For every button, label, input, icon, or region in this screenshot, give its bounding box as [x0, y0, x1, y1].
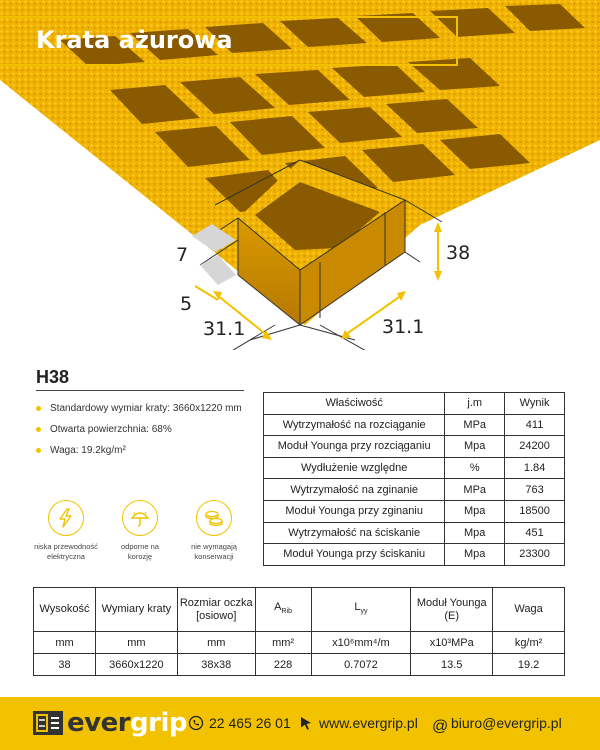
- table-row: Wytrzymałość na rozciąganie MPa 411: [264, 414, 565, 436]
- page-title: Krata ażurowa: [36, 26, 233, 54]
- spec-item: Otwarta powierzchnia: 68%: [36, 423, 266, 444]
- footer: [0, 697, 600, 750]
- hero-image: [0, 0, 600, 350]
- model-name: H38: [36, 367, 70, 387]
- dim-bar-thickness-top: 7: [176, 244, 189, 266]
- feature-maintenance-free: nie wymagają konserwacji: [178, 500, 250, 562]
- dim-bar-thickness-bottom: 5: [180, 293, 193, 315]
- bullet-icon: [36, 406, 41, 411]
- logo-text: evergrip: [67, 708, 188, 738]
- header-cell: $L_{yy}$: [311, 588, 411, 632]
- header-cell: Wynik: [505, 393, 565, 415]
- dim-mesh-left: 31.1: [203, 318, 246, 340]
- phone-contact[interactable]: 22 465 26 01: [188, 713, 291, 733]
- table-header: [34, 588, 565, 632]
- table-row: Wytrzymałość na ściskanie Mpa 451: [264, 522, 565, 544]
- email-link[interactable]: @ biuro@evergrip.pl: [432, 715, 562, 735]
- spec-list: [36, 402, 266, 465]
- header-cell: Właściwość: [264, 393, 445, 415]
- umbrella-icon: [130, 508, 150, 528]
- values-row: 38 3660x1220 38x38 228 0.7072 13.5 19.2: [34, 654, 565, 676]
- header-cell: j.m: [445, 393, 505, 415]
- cursor-icon: [298, 715, 314, 731]
- bullet-icon: [36, 427, 41, 432]
- table-row: Wytrzymałość na zginanie MPa 763: [264, 479, 565, 501]
- table-row: Wydłużenie względne % 1.84: [264, 457, 565, 479]
- feature-corrosion-resistant: odporne na korozję: [104, 500, 176, 562]
- whatsapp-icon: [188, 715, 204, 731]
- spec-item: Standardowy wymiar kraty: 3660x1220 mm: [36, 402, 266, 423]
- units-row: mm mm mm mm² x10⁶mm⁴/m x10³MPa kg/m²: [34, 632, 565, 654]
- table-row: Moduł Younga przy ściskaniu Mpa 23300: [264, 544, 565, 566]
- table-header: [264, 393, 565, 415]
- table-row: Moduł Younga przy zginaniu Mpa 18500: [264, 500, 565, 522]
- at-icon: @: [432, 718, 449, 735]
- features: [30, 500, 250, 570]
- feature-low-conductivity: niska przewodność elektryczna: [30, 500, 102, 562]
- header-cell: Moduł Younga (E): [411, 588, 493, 632]
- properties-table: [263, 392, 565, 566]
- lightning-icon: [56, 508, 76, 528]
- bullet-icon: [36, 448, 41, 453]
- header-cell: Rozmiar oczka [osiowo]: [177, 588, 255, 632]
- header-cell: Wysokość: [34, 588, 96, 632]
- logo-mark-icon: [33, 711, 63, 735]
- evergrip-logo[interactable]: [33, 708, 188, 738]
- table-row: Moduł Younga przy rozciąganiu Mpa 24200: [264, 436, 565, 458]
- spec-item: Waga: 19.2kg/m²: [36, 444, 266, 465]
- header-cell: Wymiary kraty: [95, 588, 177, 632]
- dim-height: 38: [446, 242, 471, 264]
- divider: [36, 390, 244, 391]
- header-cell: $A_{Rib}$: [255, 588, 311, 632]
- dimensions-table: [33, 587, 565, 676]
- header-cell: Waga: [493, 588, 565, 632]
- coins-icon: [204, 508, 224, 528]
- dim-mesh-right: 31.1: [382, 316, 425, 338]
- website-link[interactable]: www.evergrip.pl: [298, 713, 418, 733]
